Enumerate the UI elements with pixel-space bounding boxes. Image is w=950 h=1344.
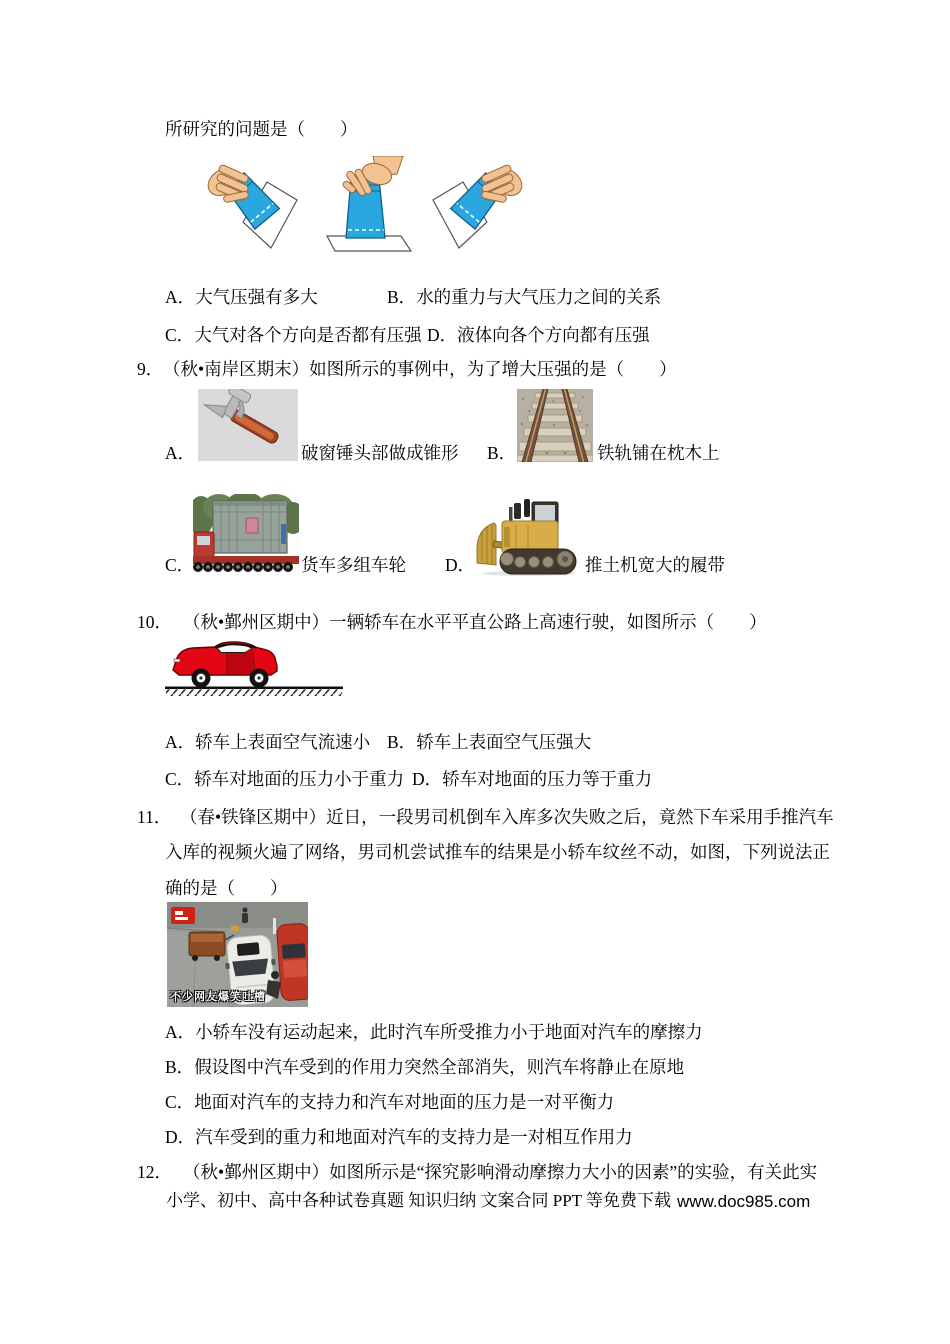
option-text: 汽车受到的重力和地面对汽车的支持力是一对相互作用力 — [195, 1127, 633, 1147]
q9-number: 9． — [137, 359, 164, 379]
surveillance-caption: 不少网友爆笑吐槽 — [170, 991, 266, 1003]
q11-option-b — [165, 1057, 684, 1077]
q8-option-d — [427, 325, 650, 345]
option-label: D． — [412, 769, 443, 789]
q8-option-b — [387, 287, 661, 307]
option-text: 小轿车没有运动起来，此时汽车所受推力小于地面对汽车的摩擦力 — [195, 1022, 703, 1042]
q11-option-c — [165, 1092, 614, 1112]
covered-cups-figure — [205, 156, 525, 255]
red-car-figure — [165, 640, 345, 696]
option-label: D． — [427, 325, 458, 345]
option-text: 水的重力与大气压力之间的关系 — [416, 287, 662, 307]
q9-option-c-label: C． — [165, 555, 195, 575]
option-label: C． — [165, 1092, 195, 1112]
option-text: 大气对各个方向是否都有压强 — [194, 325, 422, 345]
q9-option-c-caption: 货车多组车轮 — [301, 555, 406, 575]
bulldozer-image — [474, 497, 579, 576]
option-label: A． — [165, 732, 196, 752]
option-label: C． — [165, 325, 195, 345]
option-text: 液体向各个方向都有压强 — [457, 325, 650, 345]
footer-services: 小学、初中、高中各种试卷真题 知识归纳 文案合同 PPT 等免费下载 — [166, 1191, 671, 1210]
q10-number: 10． — [137, 612, 172, 632]
option-text: 轿车上表面空气压强大 — [416, 732, 592, 752]
railway-image — [517, 389, 593, 462]
q9-option-d-caption: 推土机宽大的履带 — [585, 555, 725, 575]
q9-option-d-label: D． — [445, 555, 476, 575]
q8-option-c — [165, 325, 422, 345]
q10-option-c — [165, 769, 404, 789]
q9-option-b-label: B． — [487, 443, 517, 463]
q8-option-a — [165, 287, 318, 307]
footer-site-link[interactable]: www.doc985.com — [677, 1192, 811, 1211]
option-text: 轿车对地面的压力小于重力 — [194, 769, 405, 789]
q11-stem-line2: 入库的视频火遍了网络，男司机尝试推车的结果是小轿车纹丝不动，如图，下列说法正 — [165, 842, 830, 862]
q9-option-b-caption: 铁轨铺在枕木上 — [597, 443, 720, 463]
option-text: 地面对汽车的支持力和汽车对地面的压力是一对平衡力 — [194, 1092, 615, 1112]
option-label: B． — [387, 732, 417, 752]
q9-stem: （秋•南岸区期末）如图所示的事例中，为了增大压强的是（ ） — [163, 359, 677, 379]
option-label: A． — [165, 287, 196, 307]
q10-option-a — [165, 732, 370, 752]
q11-number: 11． — [137, 807, 172, 827]
option-text: 轿车上表面空气流速小 — [195, 732, 371, 752]
surveillance-photo — [167, 902, 308, 1007]
option-text: 大气压强有多大 — [195, 287, 318, 307]
option-label: D． — [165, 1127, 196, 1147]
option-label: B． — [165, 1057, 195, 1077]
q9-option-a-caption: 破窗锤头部做成锥形 — [301, 443, 459, 463]
q8-stem-tail: 所研究的问题是（ ） — [165, 119, 358, 139]
option-text: 假设图中汽车受到的作用力突然全部消失，则汽车将静止在原地 — [194, 1057, 685, 1077]
q11-option-a — [165, 1022, 703, 1042]
q11-option-d — [165, 1127, 633, 1147]
q10-option-d — [412, 769, 652, 789]
q9-option-a-label: A． — [165, 443, 196, 463]
q10-option-b — [387, 732, 591, 752]
option-text: 轿车对地面的压力等于重力 — [442, 769, 653, 789]
hammer-image — [198, 389, 298, 461]
q11-stem-line3: 确的是（ ） — [165, 878, 288, 898]
option-label: B． — [387, 287, 417, 307]
q10-stem: （秋•鄞州区期中）一辆轿车在水平平直公路上高速行驶，如图所示（ ） — [183, 612, 767, 632]
q12-stem: （秋•鄞州区期中）如图所示是“探究影响滑动摩擦力大小的因素”的实验，有关此实 — [183, 1162, 818, 1182]
option-label: C． — [165, 769, 195, 789]
q11-stem-line1: （春•铁锋区期中）近日，一段男司机倒车入库多次失败之后，竟然下车采用手推汽车 — [180, 807, 834, 827]
q12-number: 12． — [137, 1162, 172, 1182]
option-label: A． — [165, 1022, 196, 1042]
heavy-truck-image — [193, 494, 299, 575]
